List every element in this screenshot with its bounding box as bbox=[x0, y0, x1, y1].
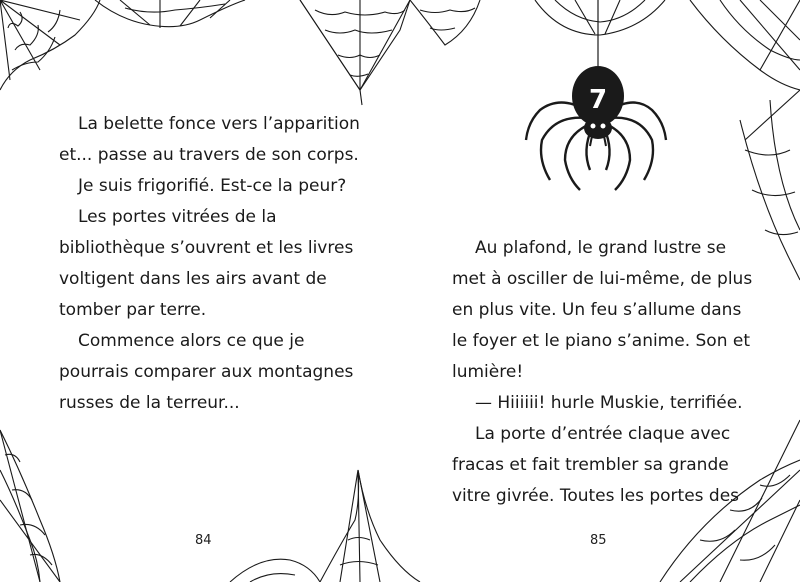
text-line: Commence alors ce que je bbox=[78, 331, 305, 351]
text-line: La porte d’entrée claque avec bbox=[475, 424, 731, 444]
text-line: tomber par terre. bbox=[59, 300, 207, 320]
right-page bbox=[400, 0, 800, 582]
text-line: en plus vite. Un feu s’allume dans bbox=[452, 300, 742, 320]
text-line: Les portes vitrées de la bbox=[78, 207, 277, 227]
text-line: Au plafond, le grand lustre se bbox=[475, 238, 727, 258]
text-line: russes de la terreur... bbox=[59, 393, 240, 413]
text-line: Je suis frigorifié. Est-ce la peur? bbox=[78, 176, 347, 196]
page-number: 85 bbox=[590, 533, 607, 548]
spider-number: 7 bbox=[588, 85, 608, 115]
text-line: lumière! bbox=[452, 362, 524, 382]
text-line: met à osciller de lui-même, de plus bbox=[452, 269, 753, 289]
text-line: bibliothèque s’ouvrent et les livres bbox=[59, 238, 354, 258]
text-line: pourrais comparer aux montagnes bbox=[59, 362, 354, 382]
text-line: et... passe au travers de son corps. bbox=[59, 145, 359, 165]
text-line: fracas et fait trembler sa grande bbox=[452, 455, 729, 475]
text-line: La belette fonce vers l’apparition bbox=[78, 114, 360, 134]
text-line: voltigent dans les airs avant de bbox=[59, 269, 327, 289]
text-line: vitre givrée. Toutes les portes des bbox=[452, 486, 740, 506]
text-line: le foyer et le piano s’anime. Son et bbox=[452, 331, 751, 351]
page-number: 84 bbox=[195, 533, 212, 548]
text-line: — Hiiiiii! hurle Muskie, terrifiée. bbox=[475, 393, 743, 413]
